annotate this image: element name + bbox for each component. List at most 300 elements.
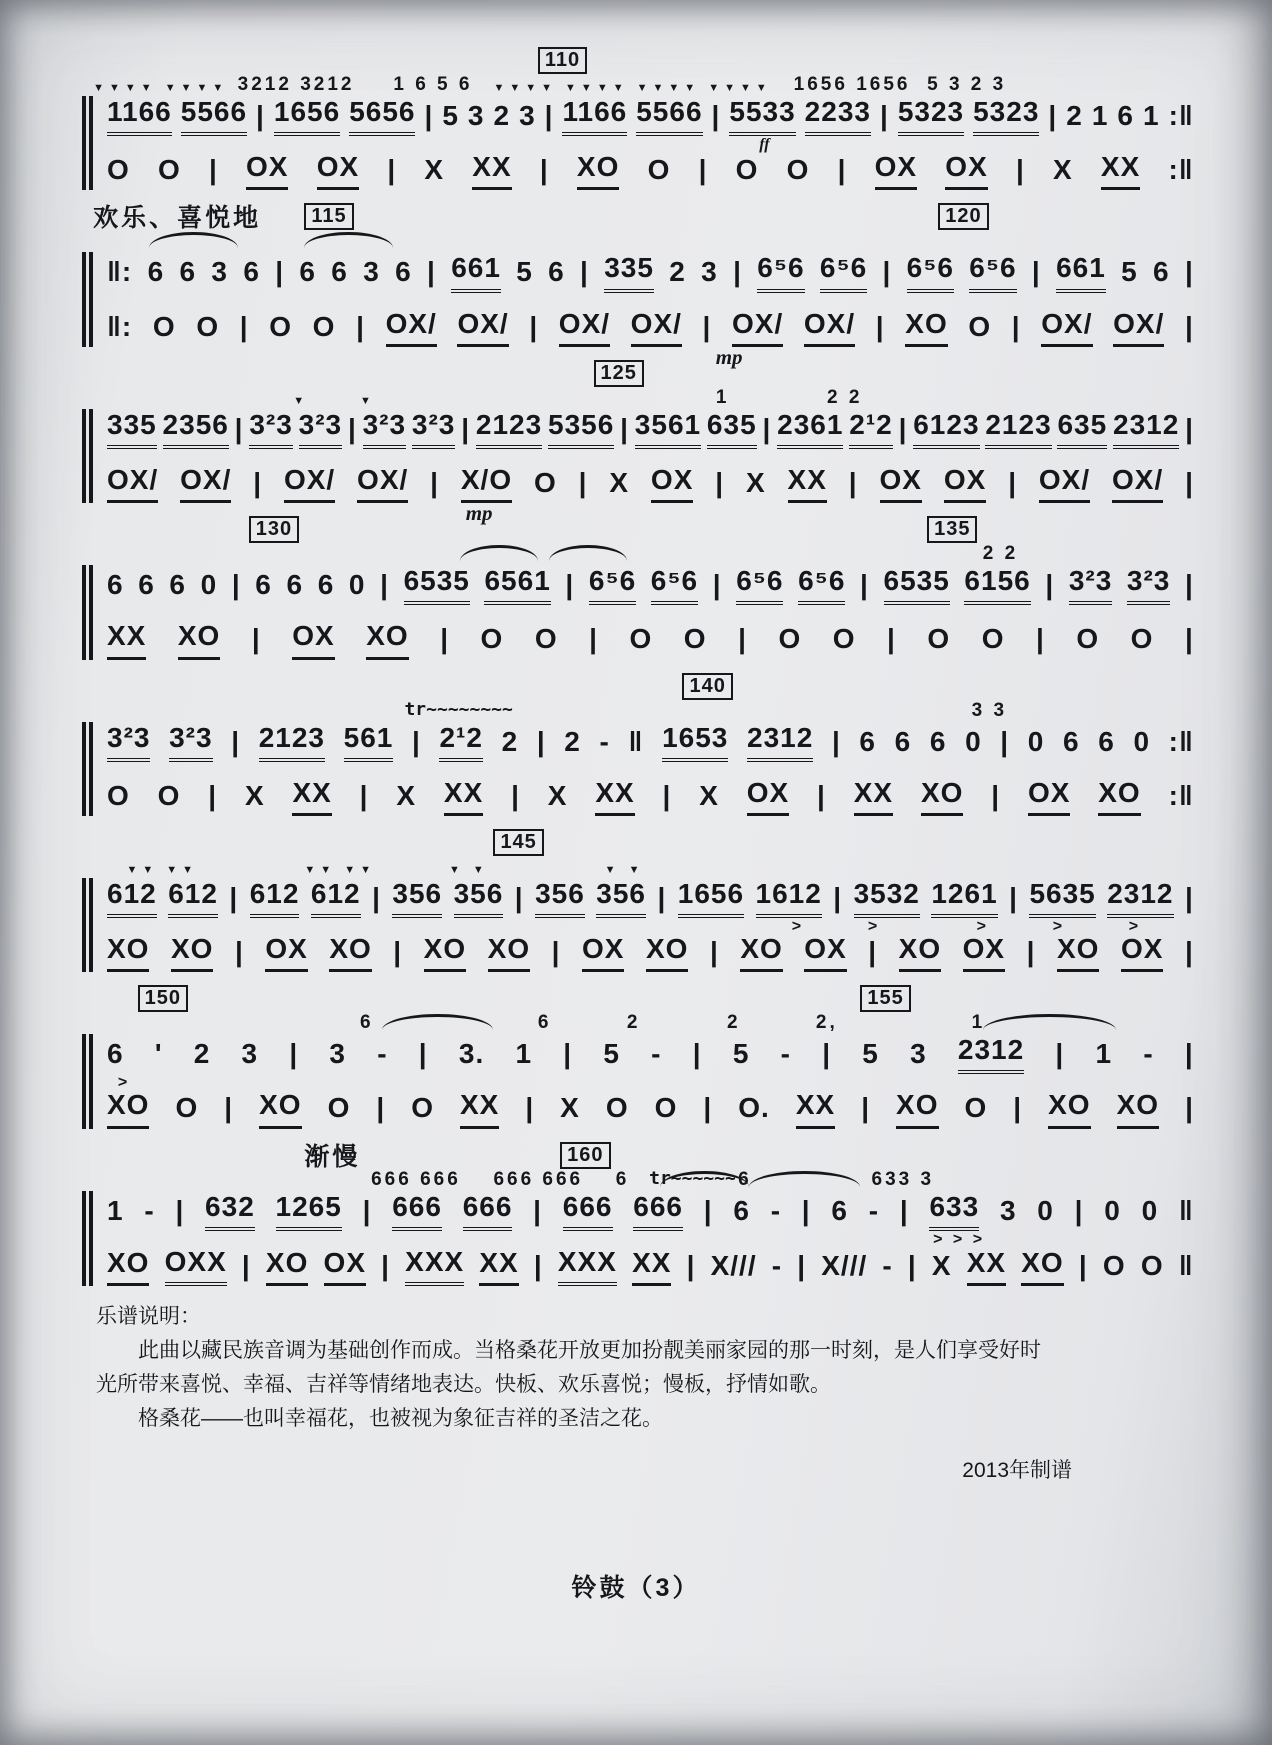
note-token: | bbox=[831, 725, 841, 757]
note-token: 6⁵6 bbox=[589, 565, 636, 605]
note-token: 6 bbox=[1063, 725, 1080, 757]
note-token: | bbox=[887, 623, 896, 655]
note-token: XO bbox=[107, 933, 149, 972]
note-token: OX/ bbox=[631, 308, 682, 347]
note-token: | bbox=[347, 412, 357, 444]
note-token: 1656 bbox=[274, 96, 340, 136]
note-token: XO bbox=[178, 620, 220, 659]
note-token: | bbox=[253, 466, 263, 498]
percussion-line bbox=[107, 464, 1194, 503]
note-token: 6 bbox=[733, 1194, 750, 1226]
note-token: X bbox=[244, 779, 265, 811]
note-token: 633 bbox=[929, 1191, 979, 1231]
note-token: | bbox=[822, 1038, 832, 1070]
note-token: | bbox=[702, 310, 712, 342]
note-token: XX bbox=[788, 464, 827, 503]
note-token: | bbox=[529, 310, 539, 342]
note-token: | bbox=[427, 256, 436, 288]
note-token: XX bbox=[107, 620, 146, 659]
note-token: - bbox=[780, 1038, 791, 1070]
note-token: 0 bbox=[1037, 1194, 1054, 1226]
note-token: 6⁵6 bbox=[907, 252, 954, 292]
note-token: O bbox=[735, 154, 759, 186]
note-token: 6⁵6 bbox=[969, 252, 1016, 292]
note-token: | bbox=[1000, 725, 1010, 757]
note-token: XO bbox=[107, 1247, 149, 1286]
note-token: O bbox=[1140, 1249, 1164, 1281]
note-token: - bbox=[868, 1194, 880, 1226]
note-token: XX bbox=[796, 1089, 835, 1128]
page-footer-title: 铃鼓（3） bbox=[571, 1574, 701, 1602]
note-token: | bbox=[620, 412, 629, 444]
note-token: X bbox=[609, 466, 630, 498]
note-token: X/// bbox=[821, 1249, 868, 1281]
annotation: tr~~~~~~ bbox=[649, 1167, 736, 1189]
note-token: O bbox=[927, 623, 951, 655]
note-token: ' bbox=[154, 1038, 163, 1070]
note-token: | bbox=[712, 569, 722, 601]
annotation: 3212 3212 bbox=[237, 74, 355, 95]
rehearsal-mark: 115 bbox=[304, 203, 353, 230]
rehearsal-mark: 120 bbox=[938, 203, 988, 230]
note-token: 6 bbox=[929, 725, 947, 757]
annotation: mp bbox=[715, 344, 743, 369]
note-token: 6 bbox=[255, 569, 272, 601]
note-token: O bbox=[196, 310, 220, 342]
note-token: | bbox=[533, 1194, 543, 1226]
system-stave bbox=[82, 878, 1194, 972]
note-token: | bbox=[424, 100, 434, 131]
annotation: 2, bbox=[815, 1012, 838, 1034]
note-token: OX bbox=[324, 1247, 366, 1286]
note-token: O bbox=[981, 623, 1005, 655]
note-token: XO bbox=[1021, 1247, 1063, 1286]
note-token: X bbox=[547, 779, 568, 811]
annotation: ▼ bbox=[293, 394, 310, 407]
note-token: 0 bbox=[348, 569, 366, 601]
note-token: XO bbox=[366, 620, 408, 659]
annotation: ff bbox=[759, 136, 770, 154]
note-token: O bbox=[683, 623, 707, 655]
note-token: | bbox=[1185, 569, 1194, 601]
annotation: ▼ ▼ bbox=[448, 863, 489, 876]
note-token: | bbox=[1031, 256, 1041, 288]
note-token: | bbox=[208, 779, 218, 811]
system-annotations bbox=[82, 204, 1194, 252]
note-token: 0 bbox=[1027, 725, 1045, 757]
note-token: OX bbox=[1121, 933, 1163, 972]
note-token: - bbox=[377, 1038, 388, 1070]
note-token: | bbox=[1185, 310, 1194, 342]
note-token: X bbox=[931, 1249, 952, 1281]
note-token: 0 bbox=[1141, 1194, 1159, 1226]
note-token: XO bbox=[577, 151, 619, 190]
note-token: O bbox=[107, 779, 130, 811]
note-token: | bbox=[868, 936, 878, 968]
note-token: | bbox=[1185, 412, 1194, 444]
note-token: 3561 bbox=[635, 409, 701, 449]
note-token: XX bbox=[472, 151, 511, 190]
note-token: XX bbox=[292, 777, 331, 816]
annotation: > bbox=[976, 918, 989, 936]
note-token: OX bbox=[651, 464, 693, 503]
note-token: 3²3 bbox=[169, 722, 212, 762]
annotation: > bbox=[1128, 918, 1142, 936]
rehearsal-mark: 130 bbox=[249, 516, 299, 543]
note-token: XX bbox=[632, 1247, 671, 1286]
note-token: 3 bbox=[211, 256, 228, 288]
note-token: | bbox=[393, 936, 403, 968]
annotation: > > > bbox=[933, 1230, 986, 1248]
system-stave bbox=[82, 252, 1194, 369]
tempo-text: 渐慢 bbox=[304, 1142, 361, 1171]
music-system bbox=[82, 48, 1194, 190]
note-token: 5533 bbox=[729, 96, 795, 136]
annotation: 1656 1656 bbox=[793, 74, 911, 95]
note-token: OX bbox=[265, 933, 307, 972]
note-token: OXX bbox=[165, 1246, 227, 1286]
note-token: 6 bbox=[299, 256, 316, 288]
note-token: 6123 bbox=[913, 409, 979, 449]
note-token: O bbox=[832, 623, 856, 655]
percussion-line bbox=[107, 933, 1194, 972]
note-token: - bbox=[771, 1249, 783, 1281]
annotation: 2 bbox=[726, 1012, 741, 1034]
music-system bbox=[82, 674, 1194, 816]
notes-paragraph-2: 格桑花——也叫幸福花，也被视为象征吉祥的圣洁之花。 bbox=[138, 1407, 663, 1431]
note-token: 2312 bbox=[1113, 409, 1179, 449]
inter-line-annotations bbox=[107, 918, 1194, 936]
slur-arc bbox=[460, 545, 538, 561]
note-token: XX bbox=[444, 777, 483, 816]
inter-line-annotations bbox=[107, 1074, 1194, 1092]
slur-arc bbox=[749, 1171, 860, 1187]
annotation: ▼▼▼▼ ▼▼▼▼ ▼▼▼▼ ▼▼▼▼ bbox=[493, 82, 772, 94]
annotation: 6 bbox=[615, 1168, 630, 1190]
annotation: 2 2 bbox=[982, 543, 1019, 565]
note-token: 6 bbox=[243, 256, 260, 288]
note-token: | bbox=[709, 936, 719, 968]
note-token: | bbox=[461, 412, 471, 444]
note-token: O bbox=[654, 1092, 678, 1124]
rehearsal-mark: 145 bbox=[493, 829, 543, 856]
note-token: 5356 bbox=[548, 409, 614, 449]
note-token: 6 bbox=[894, 725, 912, 757]
note-token: OX bbox=[880, 464, 922, 503]
note-token: XO bbox=[921, 777, 963, 816]
note-token: 5635 bbox=[1029, 878, 1095, 918]
note-token: 3²3 bbox=[299, 409, 342, 449]
note-token: 632 bbox=[205, 1191, 255, 1231]
note-token: | bbox=[1078, 1249, 1088, 1281]
note-token: | bbox=[1074, 1194, 1084, 1226]
note-token: OX/ bbox=[107, 464, 158, 503]
note-token: 2 bbox=[193, 1038, 211, 1070]
rehearsal-mark: 135 bbox=[927, 516, 977, 543]
note-token: OX/ bbox=[357, 464, 408, 503]
note-token: 6 bbox=[317, 569, 335, 601]
note-token: | bbox=[1185, 1092, 1194, 1124]
note-token: | bbox=[733, 256, 742, 288]
rehearsal-mark: 140 bbox=[682, 673, 732, 700]
note-token: | bbox=[686, 1249, 696, 1281]
note-token: | bbox=[899, 1194, 909, 1226]
melody-line bbox=[107, 565, 1194, 605]
annotation: ▼▼▼▼ ▼▼▼▼ bbox=[93, 82, 229, 94]
system-annotations bbox=[82, 361, 1194, 409]
note-token: | bbox=[879, 100, 889, 131]
note-token: 6 bbox=[107, 1038, 124, 1070]
note-token: 2123 bbox=[985, 409, 1051, 449]
note-token: 1656 bbox=[678, 878, 744, 918]
note-token: 6 bbox=[395, 256, 412, 288]
note-token: | bbox=[387, 154, 397, 186]
note-token: 612 bbox=[311, 878, 361, 918]
note-token: O bbox=[411, 1092, 434, 1124]
note-token: 666 bbox=[563, 1191, 613, 1231]
annotation: mp bbox=[465, 501, 493, 526]
system-stave bbox=[82, 96, 1194, 190]
note-token: XO bbox=[259, 1089, 301, 1128]
note-token: O bbox=[964, 1092, 988, 1124]
note-token: | bbox=[715, 466, 725, 498]
note-token: 561 bbox=[344, 722, 394, 762]
note-token: OX/ bbox=[1113, 308, 1164, 347]
note-token: 3 bbox=[467, 100, 485, 131]
note-token: X bbox=[699, 779, 719, 811]
note-token: OX/ bbox=[1039, 464, 1090, 503]
score-notes bbox=[82, 1300, 1056, 1436]
note-token: XO bbox=[171, 933, 213, 972]
systems bbox=[82, 48, 1194, 1286]
note-token: - bbox=[144, 1194, 155, 1226]
note-token: | bbox=[801, 1194, 811, 1226]
percussion-line bbox=[107, 620, 1194, 659]
note-token: | bbox=[861, 1092, 871, 1124]
note-token: 6 bbox=[107, 569, 124, 601]
note-token: | bbox=[234, 412, 244, 444]
note-token: 1 bbox=[107, 1194, 124, 1226]
note-token: | bbox=[1013, 1092, 1023, 1124]
note-token: 6 bbox=[331, 256, 348, 288]
note-token: XXX bbox=[558, 1246, 617, 1286]
system-stave bbox=[82, 565, 1194, 659]
note-token: | bbox=[275, 256, 285, 288]
note-token: 0 bbox=[1133, 725, 1151, 757]
note-token: | bbox=[544, 100, 554, 131]
slur-arc bbox=[983, 1014, 1116, 1030]
note-token: OX bbox=[944, 464, 986, 503]
note-token: | bbox=[359, 779, 369, 811]
note-token: | bbox=[1036, 623, 1045, 655]
note-token: 3 bbox=[910, 1038, 927, 1070]
note-token: 1 bbox=[1142, 100, 1160, 131]
annotation: 3 3 bbox=[971, 699, 1008, 721]
system-stave bbox=[82, 408, 1194, 526]
note-token: 6 bbox=[138, 569, 155, 601]
note-token: 1612 bbox=[756, 878, 822, 918]
melody-line bbox=[107, 878, 1194, 918]
note-token: 6⁵6 bbox=[757, 252, 804, 292]
note-token: O. bbox=[738, 1092, 770, 1124]
note-token: 2 bbox=[564, 725, 581, 757]
note-token: 2 bbox=[493, 100, 511, 131]
note-token: | bbox=[738, 623, 747, 655]
music-system bbox=[82, 361, 1194, 526]
note-token: OX/ bbox=[180, 464, 231, 503]
note-token: | bbox=[418, 1038, 428, 1070]
note-token: | bbox=[875, 310, 885, 342]
note-token: OX/ bbox=[732, 308, 783, 347]
note-token: 5 bbox=[1121, 256, 1138, 288]
note-token: OX bbox=[246, 151, 288, 190]
note-token: 6 bbox=[1153, 256, 1170, 288]
note-token: 3 bbox=[363, 256, 380, 288]
note-token: XX bbox=[967, 1247, 1006, 1286]
note-token: 6⁵6 bbox=[736, 565, 783, 605]
note-token: O bbox=[327, 1092, 351, 1124]
note-token: | bbox=[241, 1249, 251, 1281]
note-token: 6 bbox=[859, 725, 876, 757]
note-token: 661 bbox=[1056, 252, 1106, 292]
note-token: | bbox=[514, 881, 524, 913]
note-token: 6 bbox=[1098, 725, 1115, 757]
note-token: | bbox=[907, 1249, 917, 1281]
note-token: OX/ bbox=[284, 464, 335, 503]
music-system bbox=[82, 517, 1194, 659]
note-token: 3²3 bbox=[249, 409, 292, 449]
note-token: O bbox=[175, 1092, 199, 1124]
note-token: | bbox=[380, 569, 389, 601]
note-token: O bbox=[107, 154, 130, 186]
melody-line bbox=[107, 409, 1194, 449]
note-token: 6⁵6 bbox=[798, 565, 845, 605]
note-token: O bbox=[157, 154, 181, 186]
note-token: | bbox=[412, 725, 421, 757]
note-token: | bbox=[1015, 154, 1025, 186]
note-token: 2 bbox=[1066, 100, 1083, 131]
note-token: | bbox=[376, 1092, 386, 1124]
note-token: | bbox=[698, 154, 708, 186]
note-token: 1166 bbox=[562, 96, 627, 136]
note-token: | bbox=[231, 569, 241, 601]
annotation: > bbox=[867, 918, 881, 936]
note-token: | bbox=[860, 569, 869, 601]
tempo-text: 欢乐、喜悦地 bbox=[93, 204, 262, 233]
note-token: | bbox=[533, 1249, 543, 1281]
inter-line-annotations bbox=[107, 605, 1194, 620]
system-stave bbox=[82, 722, 1194, 816]
note-token: ‖: bbox=[107, 310, 133, 342]
note-token: - bbox=[599, 725, 610, 757]
note-token: 2¹2 bbox=[439, 722, 482, 762]
note-token: | bbox=[817, 779, 826, 811]
note-token: XXX bbox=[405, 1246, 464, 1286]
note-token: 6156 bbox=[964, 565, 1030, 605]
note-token: X bbox=[396, 779, 417, 811]
note-token: 3 bbox=[329, 1038, 346, 1070]
note-token: | bbox=[539, 154, 549, 186]
system-stave bbox=[82, 1191, 1194, 1286]
note-token: 356 bbox=[454, 878, 504, 918]
note-token: 5323 bbox=[898, 96, 964, 136]
note-token: | bbox=[511, 779, 520, 811]
annotation: 2 2 bbox=[827, 386, 863, 408]
note-token: 335 bbox=[604, 252, 654, 292]
note-token: XX bbox=[595, 777, 634, 816]
note-token: 5 bbox=[603, 1038, 620, 1070]
note-token: | bbox=[1184, 1038, 1194, 1070]
note-token: 666 bbox=[392, 1191, 442, 1231]
system-stave bbox=[82, 1034, 1194, 1128]
note-token: OX bbox=[945, 151, 987, 190]
note-token: 6 bbox=[548, 256, 565, 288]
note-token: | bbox=[381, 1249, 391, 1281]
note-token: 3²3 bbox=[1127, 565, 1170, 605]
note-token: | bbox=[1026, 936, 1036, 968]
note-token: 1261 bbox=[931, 878, 997, 918]
note-token: X bbox=[424, 154, 445, 186]
note-token: | bbox=[289, 1038, 299, 1070]
note-token: O bbox=[968, 310, 992, 342]
melody-line bbox=[107, 1191, 1194, 1231]
annotation: 1 bbox=[715, 386, 730, 408]
note-token: 1653 bbox=[662, 722, 728, 762]
annotation: 633 3 bbox=[871, 1168, 935, 1190]
note-token: 3. bbox=[458, 1038, 485, 1070]
note-token: 3²3 bbox=[363, 409, 406, 449]
annotation: > bbox=[1052, 918, 1066, 936]
note-token: | bbox=[251, 623, 261, 655]
note-token: OX bbox=[582, 933, 624, 972]
note-token: OX/ bbox=[1041, 308, 1092, 347]
note-token: XO bbox=[896, 1089, 938, 1128]
note-token: OX bbox=[804, 933, 846, 972]
note-token: | bbox=[711, 100, 721, 131]
note-token: 5 bbox=[732, 1038, 750, 1070]
slur-arc bbox=[149, 232, 238, 248]
percussion-line bbox=[107, 308, 1194, 347]
note-token: 2 bbox=[501, 725, 519, 757]
rehearsal-mark: 110 bbox=[538, 47, 587, 74]
note-token: OX bbox=[747, 777, 789, 816]
note-token: 612 bbox=[168, 878, 218, 918]
annotation: tr~~~~~~~~ bbox=[404, 698, 513, 720]
note-token: | bbox=[703, 1092, 713, 1124]
annotation: > bbox=[117, 1074, 131, 1092]
notes-title: 乐谱说明： bbox=[96, 1305, 201, 1328]
note-token: 2312 bbox=[747, 722, 813, 762]
note-token: 3 bbox=[241, 1038, 259, 1070]
note-token: | bbox=[440, 623, 450, 655]
note-token: O bbox=[533, 466, 557, 498]
annotation: 666 666 bbox=[371, 1168, 461, 1190]
annotation: 5 3 2 3 bbox=[927, 74, 1007, 95]
note-token: XX bbox=[479, 1247, 518, 1286]
note-token: X/// bbox=[710, 1249, 757, 1281]
note-token: O bbox=[778, 623, 802, 655]
note-token: 6 bbox=[147, 256, 165, 288]
annotation: ▼ bbox=[360, 394, 376, 407]
note-token: | bbox=[551, 936, 561, 968]
music-system bbox=[82, 204, 1194, 369]
note-token: | bbox=[175, 1194, 185, 1226]
annotation: 6 bbox=[360, 1012, 374, 1034]
note-token: 1 bbox=[515, 1038, 533, 1070]
note-token: 6535 bbox=[404, 565, 470, 605]
percussion-line bbox=[107, 151, 1194, 190]
note-token: | bbox=[1184, 936, 1194, 968]
